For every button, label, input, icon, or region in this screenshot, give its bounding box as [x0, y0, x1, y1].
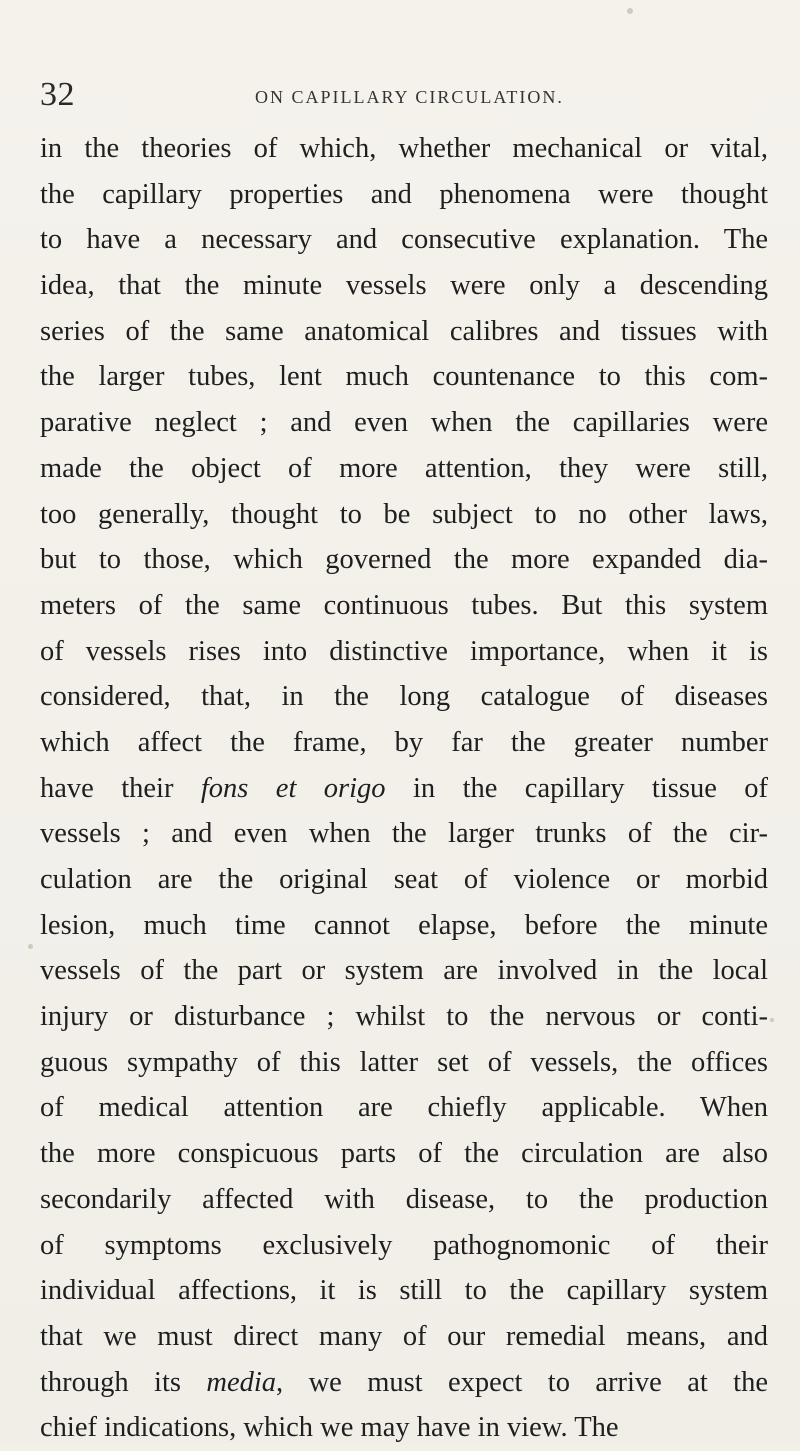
text-line	[40, 1268, 768, 1314]
text-line	[40, 766, 768, 812]
text-segment: lesion, much time cannot elapse, before the minute	[40, 909, 768, 941]
text-line	[40, 126, 768, 172]
text-line	[40, 811, 768, 857]
text-segment: of medical attention are chiefly applicable. When	[40, 1092, 768, 1124]
text-segment: considered, that, in the long catalogue of diseases	[40, 681, 768, 713]
text-segment: series of the same anatomical calibres and tissues with	[40, 315, 768, 347]
text-segment: but to those, which governed the more expanded dia-	[40, 544, 768, 576]
text-line	[40, 492, 768, 538]
text-line	[40, 217, 768, 263]
text-line	[40, 629, 768, 675]
text-line	[40, 1085, 768, 1131]
text-line	[40, 1360, 768, 1406]
text-segment: made the object of more attention, they were still,	[40, 452, 768, 484]
text-line	[40, 857, 768, 903]
text-segment: through its	[40, 1366, 207, 1398]
text-segment: vessels ; and even when the larger trunks of the cir-	[40, 818, 768, 850]
text-segment: to have a necessary and consecutive explanation. The	[40, 224, 768, 256]
text-segment: secondarily affected with disease, to the production	[40, 1183, 768, 1215]
text-segment: have their	[40, 772, 201, 804]
text-segment: the more conspicuous parts of the circulation are also	[40, 1138, 768, 1170]
text-line	[40, 1177, 768, 1223]
text-segment: chief indications, which we may have in view. The	[40, 1412, 619, 1444]
text-segment: of symptoms exclusively pathognomonic of their	[40, 1229, 768, 1261]
text-line	[40, 172, 768, 218]
text-segment: the capillary properties and phenomena were thought	[40, 178, 768, 210]
text-line	[40, 1314, 768, 1360]
text-line	[40, 720, 768, 766]
text-segment: individual affections, it is still to the capillary system	[40, 1275, 768, 1307]
text-line	[40, 583, 768, 629]
text-line	[40, 1405, 768, 1451]
text-segment: parative neglect ; and even when the capillaries were	[40, 407, 768, 439]
body-paragraph	[40, 126, 768, 1451]
text-segment: injury or disturbance ; whilst to the nervous or conti-	[40, 1001, 768, 1033]
page-number: 32	[40, 76, 75, 113]
text-segment: in the theories of which, whether mechanical or vital,	[40, 133, 768, 164]
text-line	[40, 674, 768, 720]
text-line	[40, 354, 768, 400]
text-line	[40, 1131, 768, 1177]
text-segment: meters of the same continuous tubes. But this system	[40, 589, 768, 621]
text-segment: which affect the frame, by far the greater number	[40, 726, 768, 758]
text-segment: too generally, thought to be subject to no other laws,	[40, 498, 768, 530]
text-segment: guous sympathy of this latter set of vessels, the offices	[40, 1046, 768, 1078]
paper-speck	[627, 8, 633, 14]
text-line	[40, 446, 768, 492]
text-line	[40, 400, 768, 446]
text-segment: that we must direct many of our remedial means, and	[40, 1320, 768, 1352]
text-line	[40, 994, 768, 1040]
text-line	[40, 903, 768, 949]
text-line	[40, 537, 768, 583]
text-segment: vessels of the part or system are involved in the local	[40, 955, 768, 987]
text-segment: , we must expect to arrive at the	[276, 1366, 768, 1398]
text-line	[40, 1223, 768, 1269]
text-segment: idea, that the minute vessels were only a descending	[40, 270, 768, 302]
text-line	[40, 1040, 768, 1086]
text-line	[40, 263, 768, 309]
text-line	[40, 948, 768, 994]
text-segment: of vessels rises into distinctive importance, when it is	[40, 635, 768, 667]
running-title: ON CAPILLARY CIRCULATION.	[255, 87, 564, 107]
paper-speck	[770, 1018, 774, 1022]
text-segment: in the capillary tissue of	[385, 772, 768, 804]
italic-text-segment: media	[206, 1366, 277, 1398]
text-segment: culation are the original seat of violence or morbid	[40, 864, 768, 895]
paper-speck	[28, 944, 33, 949]
text-segment: the larger tubes, lent much countenance to this com-	[40, 361, 768, 393]
italic-text-segment: fons et origo	[200, 772, 386, 804]
text-line	[40, 309, 768, 355]
